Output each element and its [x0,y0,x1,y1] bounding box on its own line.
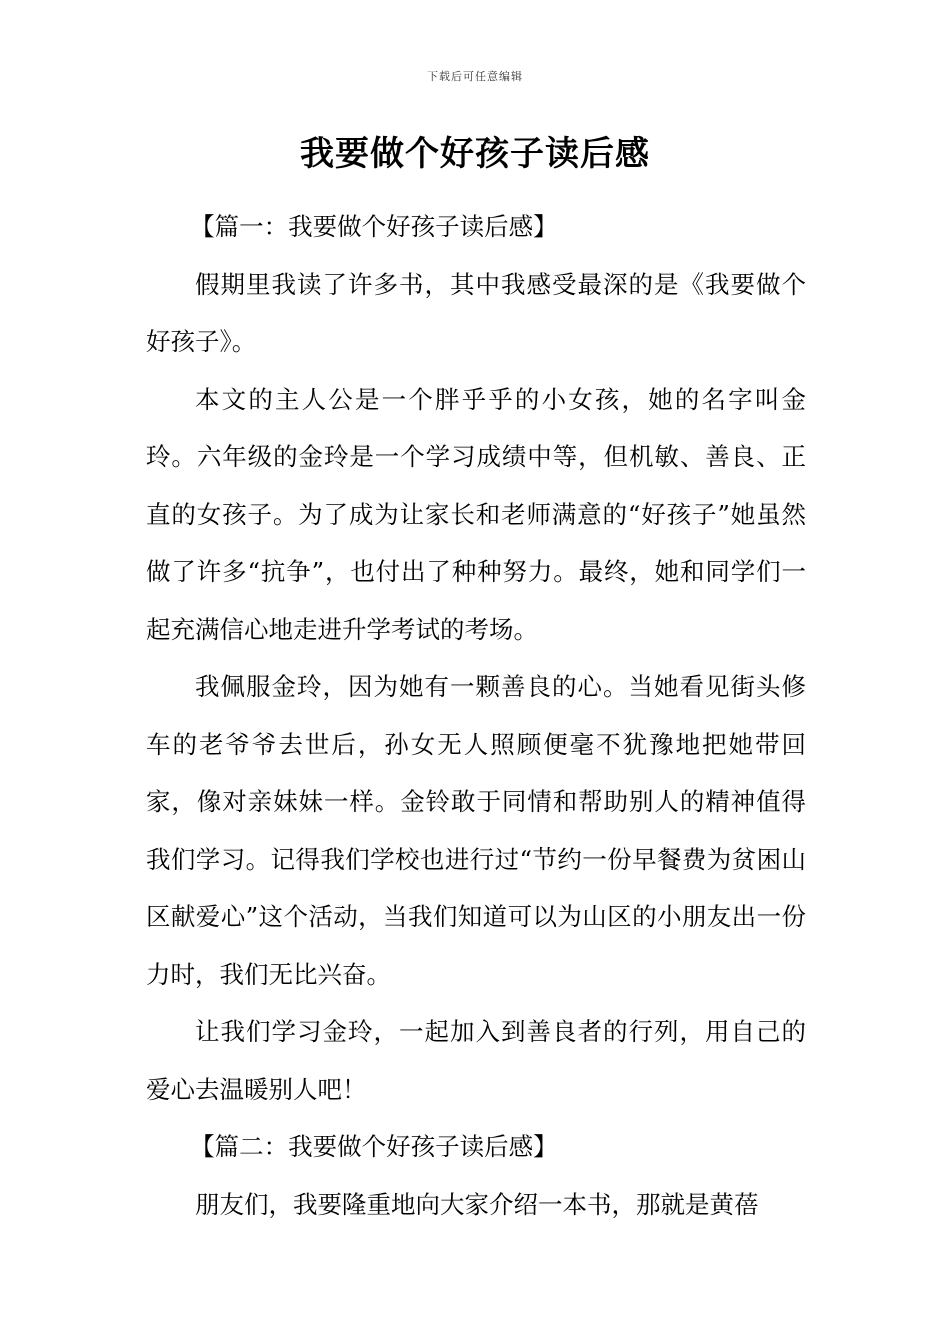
section-heading-2: 【篇二：我要做个好孩子读后感】 [190,1132,558,1161]
paragraph: 让我们学习金玲，一起加入到善良者的行列，用自己的爱心去温暖别人吧！ [146,1017,806,1104]
section-heading-1: 【篇一：我要做个好孩子读后感】 [190,212,558,241]
header-note: 下载后可任意编辑 [427,70,523,83]
document-body [146,198,806,1233]
paragraph: 本文的主人公是一个胖乎乎的小女孩，她的名字叫金玲。六年级的金玲是一个学习成绩中等，但机敏、善良、正直的女孩子。为了成为让家长和老师满意的“好孩子”她虽然做了许多“抗争”，也付出了种种努力。最终，她和同学们一起充满信心地走进升学考试的考场。 [146,384,806,644]
paragraph: 我佩服金玲，因为她有一颗善良的心。当她看见街头修车的老爷爷去世后，孙女无人照顾便毫不犹豫地把她带回家，像对亲妹妹一样。金铃敢于同情和帮助别人的精神值得我们学习。记得我们学校也进行过“节约一份早餐费为贫困山区献爱心”这个活动，当我们知道可以为山区的小朋友出一份力时，我们无比兴奋。 [146,672,806,989]
document-title: 我要做个好孩子读后感 [300,134,650,174]
paragraph: 假期里我读了许多书，其中我感受最深的是《我要做个好孩子》。 [146,269,806,356]
paragraph: 朋友们，我要隆重地向大家介绍一本书，那就是黄蓓 [195,1189,759,1219]
